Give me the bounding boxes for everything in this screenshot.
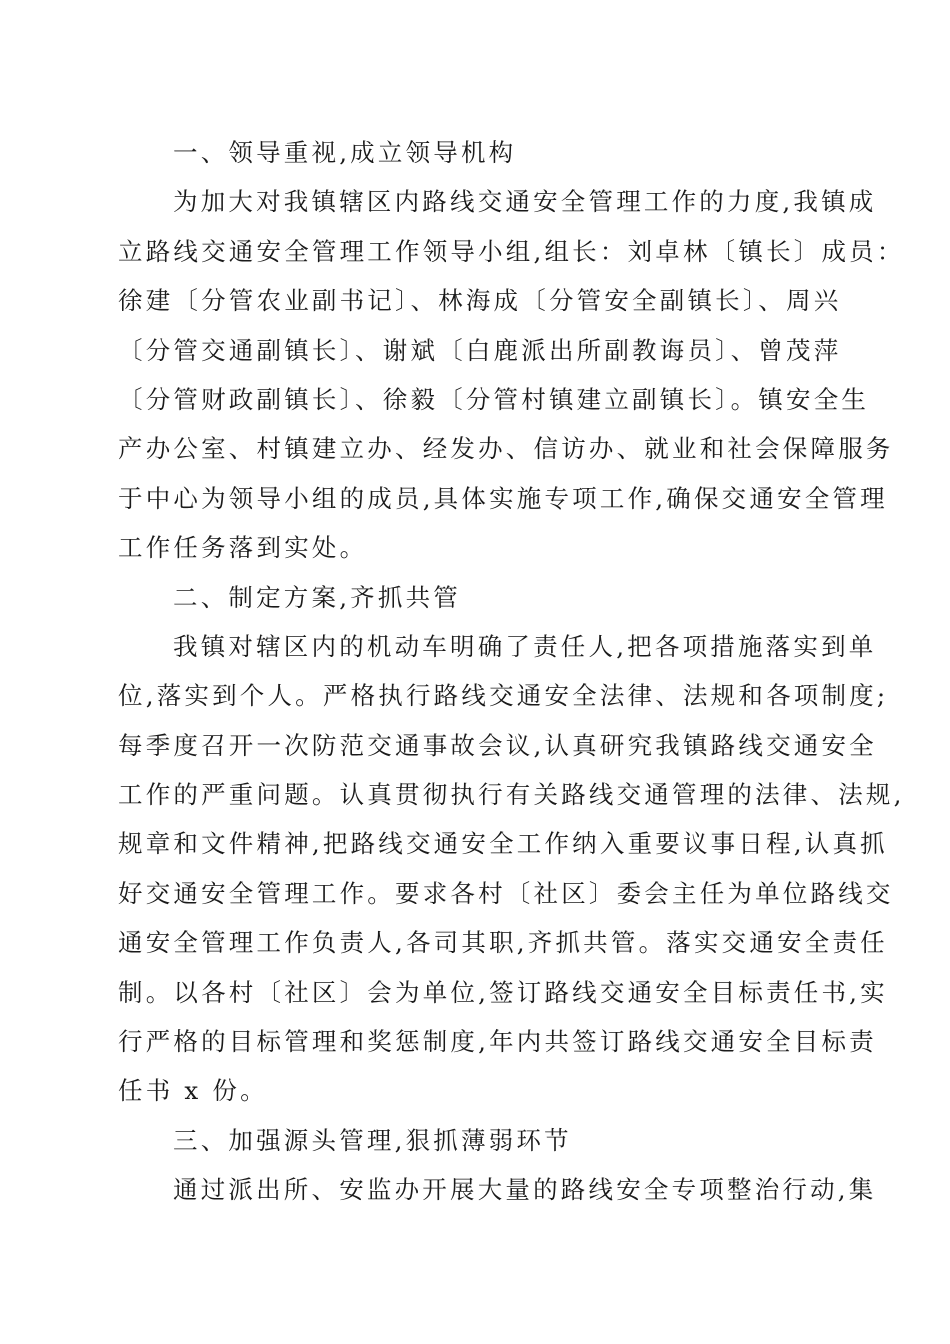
paragraph-line: 我镇对辖区内的机动车明确了责任人,把各项措施落实到单 (173, 631, 877, 661)
section-heading-2: 二、制定方案,齐抓共管 (173, 582, 461, 612)
paragraph-line: 规章和文件精神,把路线交通安全工作纳入重要议事日程,认真抓 (118, 829, 888, 859)
paragraph-line: 通过派出所、安监办开展大量的路线安全专项整治行动,集 (173, 1175, 877, 1205)
paragraph-line: 产办公室、村镇建立办、经发办、信访办、就业和社会保障服务 (118, 434, 894, 464)
paragraph-line: 行严格的目标管理和奖惩制度,年内共签订路线交通安全目标责 (118, 1027, 877, 1057)
paragraph-line: 立路线交通安全管理工作领导小组,组长：刘卓林〔镇长〕成员： (118, 236, 905, 266)
paragraph-line: 工作任务落到实处。 (118, 533, 368, 563)
paragraph-line: 于中心为领导小组的成员,具体实施专项工作,确保交通安全管理 (118, 483, 888, 513)
paragraph-line: 制。以各村〔社区〕会为单位,签订路线交通安全目标责任书,实 (118, 977, 888, 1007)
paragraph-line: 通安全管理工作负责人,各司其职,齐抓共管。落实交通安全责任 (118, 928, 888, 958)
paragraph-line: 为加大对我镇辖区内路线交通安全管理工作的力度,我镇成 (173, 187, 877, 217)
paragraph-line: 徐建〔分管农业副书记〕、林海成〔分管安全副镇长〕、周兴 (118, 286, 842, 316)
document-body (118, 128, 905, 1215)
paragraph-line: 每季度召开一次防范交通事故会议,认真研究我镇路线交通安全 (118, 730, 877, 760)
section-heading-3: 三、加强源头管理,狠抓薄弱环节 (173, 1125, 572, 1155)
paragraph-line: 任书 x 份。 (118, 1076, 268, 1106)
section-heading-1: 一、领导重视,成立领导机构 (173, 138, 517, 167)
paragraph-line: 〔分管交通副镇长〕、谢斌〔白鹿派出所副教诲员〕、曾茂萍 (118, 335, 842, 365)
paragraph-line: 工作的严重问题。认真贯彻执行有关路线交通管理的法律、法规, (118, 780, 905, 810)
paragraph-line: 〔分管财政副镇长〕、徐毅〔分管村镇建立副镇长〕。镇安全生 (118, 384, 870, 414)
paragraph-line: 好交通安全管理工作。要求各村〔社区〕委会主任为单位路线交 (118, 878, 894, 908)
paragraph-line: 位,落实到个人。严格执行路线交通安全法律、法规和各项制度; (118, 681, 889, 711)
